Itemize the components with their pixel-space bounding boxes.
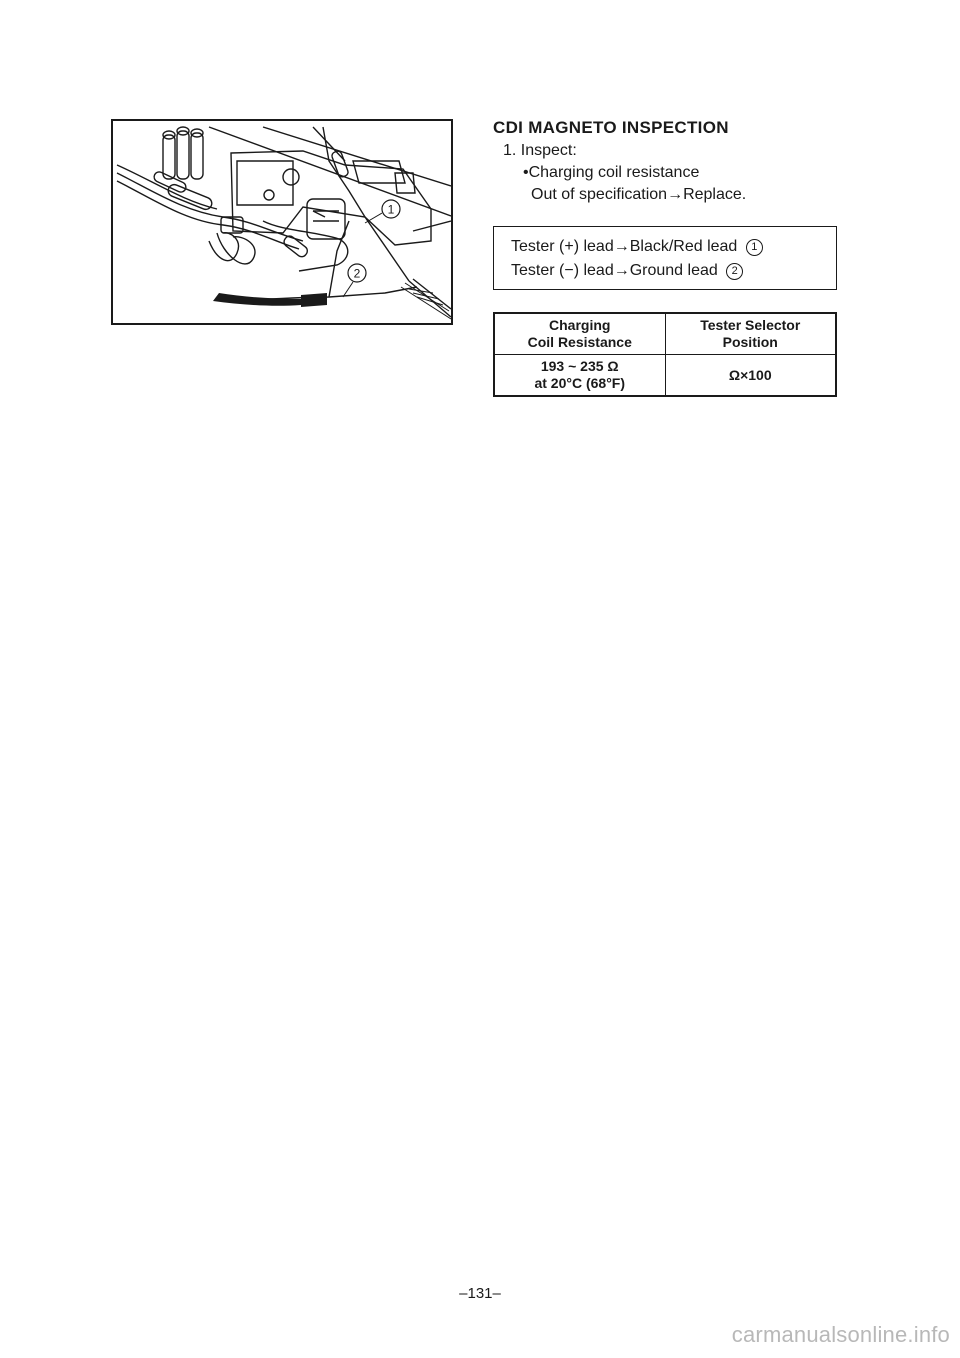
section-heading: CDI MAGNETO INSPECTION bbox=[493, 118, 729, 137]
header-selector-position: Tester Selector Position bbox=[665, 313, 836, 355]
value-coil-resistance: 193 ~ 235 Ω at 20°C (68°F) bbox=[494, 355, 665, 397]
callout-2-label: 2 bbox=[353, 266, 361, 281]
header-coil-resistance: Charging Coil Resistance bbox=[494, 313, 665, 355]
positive-lead-line bbox=[511, 235, 836, 259]
positive-lead-text: Tester (+) lead→Black/Red lead bbox=[511, 238, 738, 255]
spec-table bbox=[493, 312, 837, 397]
value-selector-position: Ω×100 bbox=[665, 355, 836, 397]
step-inspect: 1. Inspect: bbox=[503, 142, 577, 159]
negative-lead-text: Tester (−) lead→Ground lead bbox=[511, 262, 718, 279]
coil-inspection-illustration bbox=[111, 119, 453, 325]
page-number: –131– bbox=[459, 1285, 501, 1302]
spec-header-row bbox=[494, 313, 836, 355]
out-of-spec-note: Out of specification→Replace. bbox=[531, 186, 747, 203]
callout-1-label: 1 bbox=[387, 202, 395, 217]
illustration-drawing bbox=[113, 121, 451, 323]
bullet-charging-coil: •Charging coil resistance bbox=[523, 164, 700, 181]
ref-1-badge: 1 bbox=[746, 239, 763, 256]
spec-value-row bbox=[494, 355, 836, 397]
negative-lead-line bbox=[511, 259, 836, 283]
inspection-section bbox=[493, 118, 843, 204]
ref-2-badge: 2 bbox=[726, 263, 743, 280]
watermark: carmanualsonline.info bbox=[731, 1322, 950, 1347]
tester-leads-box bbox=[493, 226, 837, 290]
